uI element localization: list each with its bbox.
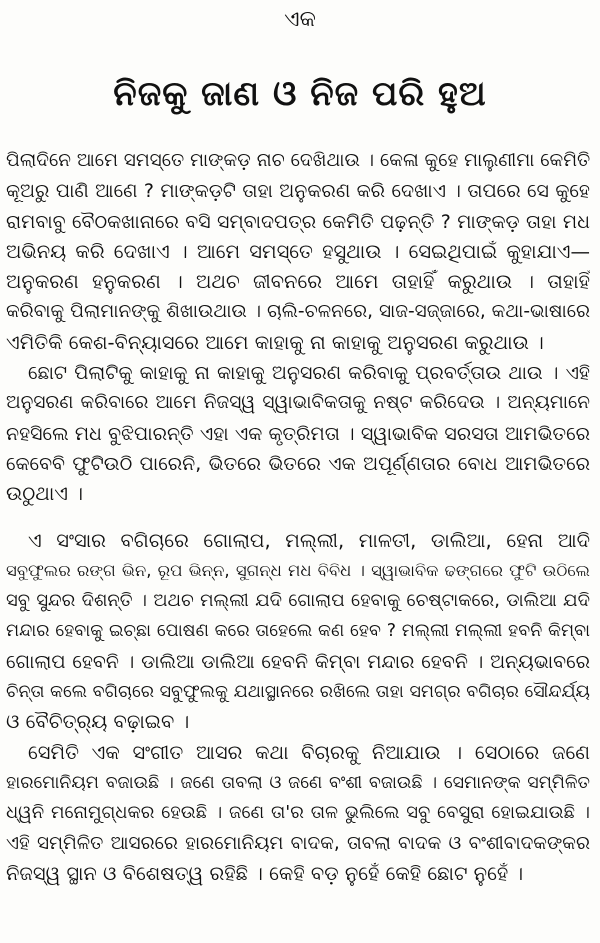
text-line: ହାରମୋନିୟମ ବଜାଉଛି । ଜଣେ ତାବଲା ଓ ଜଣେ ବଂଶୀ ବଜାଉଛି । ସେମାନଙ୍କ ସମ୍ମିଳିତ xyxy=(6,772,590,793)
chapter-number: ଏକ xyxy=(284,7,316,32)
paragraph-4 xyxy=(6,738,590,889)
text-line: ଏହି ସମ୍ମିଳିତ ଆସରରେ ହାରମୋନିୟମ ବାଦକ, ତାବଲା ବାଦକ ଓ ବଂଶୀବାଦକଙ୍କର xyxy=(6,832,590,854)
text-line: କୂଅରୁ ପାଣି ଆଣେ ? ମାଙ୍କଡ଼ଟି ତାହା ଅନୁକରଣ କରି ଦେଖାଏ । ତାପରେ ସେ କୁହେ xyxy=(6,180,590,203)
text-line: ଉଠୁଥାଏ । xyxy=(6,482,83,506)
text-line: ନହସିଲେ ମଧ ବୁଝିପାରନ୍ତି ଏହା ଏକ କୃତ୍ରିମତା । ସ୍ୱାଭାବିକ ସରସତା ଆମଭିତରେ xyxy=(6,422,590,445)
text-line: ଚିନ୍ତା କଲେ ବଗିଚାରେ ସବୁଫୁଲକୁ ଯଥାସ୍ଥାନରେ ରଖିଲେ ତାହା ସମଗ୍ର ବଗିଚାର ସୌନ୍ଦର୍ଯ୍ୟ xyxy=(6,682,590,703)
text-line: ଗୋଲାପ ହେବନି । ଡାଲିଆ ଡାଲିଆ ହେବନି କିମ୍ବା ମନ୍ଦାର ହେବନି । ଅନ୍ୟଭାବରେ xyxy=(6,650,590,673)
text-line: ମନ୍ଦାର ହେବାକୁ ଇଚ୍ଛା ପୋଷଣ କରେ ତାହେଲେ କଣ ହେବ ? ମଲ୍ଲୀ ମଲ୍ଲୀ ହବନି କିମ୍ବା xyxy=(6,621,590,642)
text-line: ଧ୍ୱନି ମନୋମୁଗ୍ଧକର ହେଉଛି । ଜଣେ ତା'ର ତାଳ ଭୁଲିଲେ ସବୁ ବେସୁରା ହୋଇଯାଉଛି । xyxy=(6,802,590,824)
text-line: ଏ ସଂସାର ବଗିଚାରେ ଗୋଲାପ, ମଲ୍ଲୀ, ମାଳତୀ, ଡାଲିଆ, ହେନା ଆଦି xyxy=(28,528,590,552)
text-line: ନିଜସ୍ୱ ସ୍ଥାନ ଓ ବିଶେଷତ୍ୱ ରହିଛି । କେହି ବଡ଼ ନୁହେଁ କେହି ଛୋଟ ନୁହେଁ । xyxy=(6,861,524,885)
paragraph-2 xyxy=(6,358,590,509)
text-line: ସବୁ ସୁନ୍ଦର ଦିଶନ୍ତି । ଅଥଚ ମଲ୍ଲୀ ଯଦି ଗୋଲାପ ହେବାକୁ ଚେଷ୍ଟାକରେ, ଡାଲିଆ ଯଦି xyxy=(6,590,590,612)
text-line: ପିଲାଦିନେ ଆମେ ସମସ୍ତେ ମାଙ୍କଡ଼ ନାଚ ଦେଖିଥାଉ । କେଳା କୁହେ ମାଲୁଣୀମା କେମିତି xyxy=(6,150,590,171)
text-line: ଅନୁସରଣ କରିବାରେ ଆମେ ନିଜସ୍ୱ ସ୍ୱାଭାବିକତାକୁ ନଷ୍ଟ କରିଦେଉ । ଅନ୍ୟମାନେ xyxy=(6,392,590,414)
text-line: ଅନୁକରଣ ହନୁକରଣ । ଅଥଚ ଜୀବନରେ ଆମେ ତାହାହିଁ କରୁଥାଉ । ତାହାହିଁ xyxy=(6,270,590,294)
text-line: କେବେବି ଫୁଟିଉଠି ପାରେନି, ଭିତରେ ଭିତରେ ଏକ ଅପୂର୍ଣ୍ଣତାର ବୋଧ ଆମଭିତରେ xyxy=(6,452,590,475)
text-line: ସବୁଫୁଲର ରଙ୍ଗ ଭିନ, ରୂପ ଭିନ୍ନ, ସୁଗନ୍ଧ ମଧ ବିବିଧ । ସ୍ୱାଭାବିକ ଢଙ୍ଗରେ ଫୁଟି ଉଠିଲେ xyxy=(6,560,590,580)
text-line: ରାମବାବୁ ବୈଠକଖାନାରେ ବସି ସମ୍ବାଦପତ୍ର କେମିତି ପଢ଼ନ୍ତି ? ମାଙ୍କଡ଼ ତାହା ମଧ xyxy=(6,210,590,233)
chapter-title: ନିଜକୁ ଜାଣ ଓ ନିଜ ପରି ହୁଅ xyxy=(113,74,487,114)
body-text xyxy=(6,146,590,889)
text-line: ଏମିତିକି କେଶ-ବିନ୍ୟାସରେ ଆମେ କାହାକୁ ନା କାହାକୁ ଅନୁସରଣ କରୁଥାଉ । xyxy=(6,330,544,354)
text-line: ଓ ବୈଚିତ୍ର୍ୟ ବଢ଼ାଇବ । xyxy=(6,710,190,734)
paragraph-3 xyxy=(6,526,590,738)
text-line: ଅଭିନୟ କରି ଦେଖାଏ । ଆମେ ସମସ୍ତେ ହସୁଥାଉ । ସେଇଥିପାଇଁ କୁହାଯାଏ— xyxy=(6,239,590,263)
paragraph-1 xyxy=(6,146,590,358)
text-line: ଛୋଟ ପିଲାଟିକୁ କାହାକୁ ନା କାହାକୁ ଅନୁସରଣ କରିବାକୁ ପ୍ରବର୍ତ୍ତାଉ ଥାଉ । ଏହି xyxy=(28,362,590,385)
text-line: ସେମିତି ଏକ ସଂଗୀତ ଆସର କଥା ବିଚାରକୁ ନିଆଯାଉ । ସେଠାରେ ଜଣେ xyxy=(28,740,590,764)
text-line: କରିବାକୁ ପିଲାମାନଙ୍କୁ ଶିଖାଉଥାଉ । ଚାଲି-ଚଳନରେ, ସାଜ-ସଜ୍ଜାରେ, କଥା-ଭାଷାରେ xyxy=(6,301,590,323)
